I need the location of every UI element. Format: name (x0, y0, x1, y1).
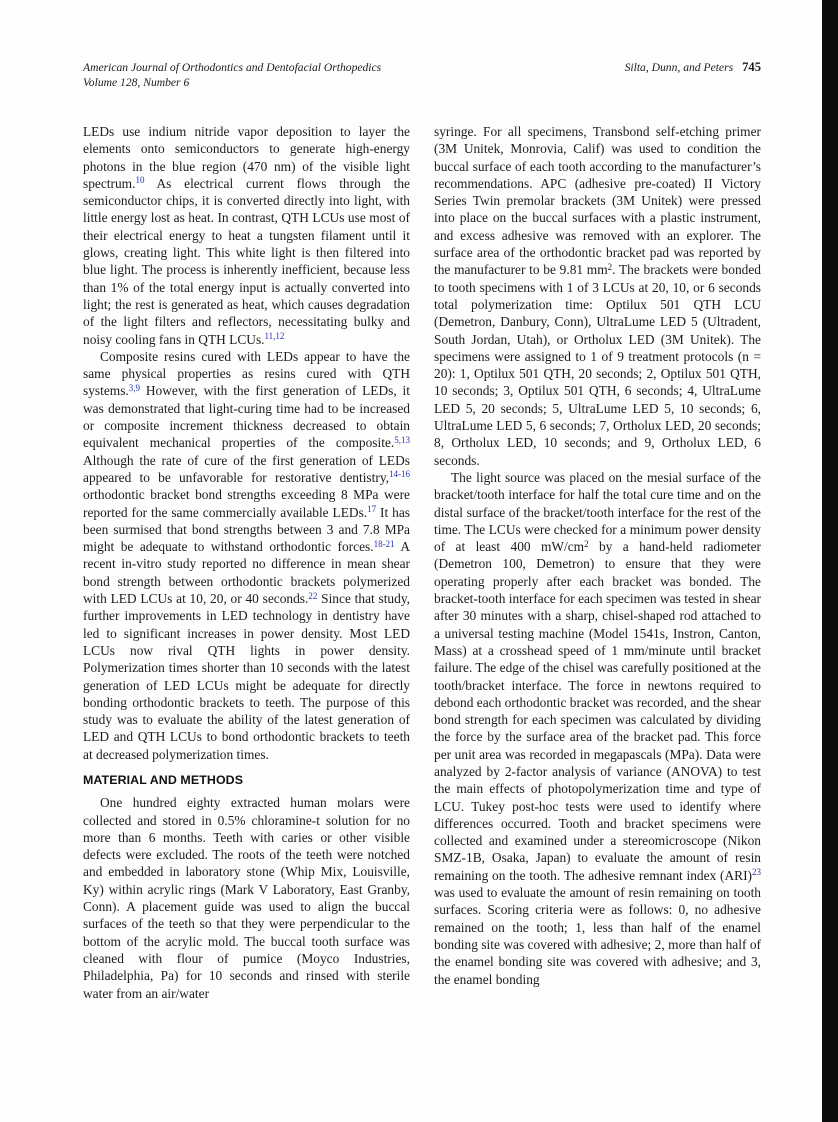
section-heading: MATERIAL AND METHODS (83, 772, 244, 787)
journal-title: American Journal of Orthodontics and Dentofacial Orthopedics (83, 61, 382, 74)
reference-superscript: 5,13 (394, 434, 410, 445)
text-run: orthodontic bracket bond strengths exceeding 8 MPa were reported for the same commercially available LEDs. (83, 487, 410, 520)
paragraph (434, 469, 761, 988)
right-column (434, 123, 761, 1002)
reference-superscript: 3,9 (128, 382, 141, 393)
paragraph (83, 348, 410, 763)
volume-issue: Volume 128, Number 6 (83, 76, 190, 89)
paragraph (83, 794, 410, 1002)
text-run: syringe. For all specimens, Transbond self-etching primer (3M Unitek, Monrovia, Calif) was used to condition the buccal surface of each tooth according to the manufacturer’s recommendations. APC (adhesive pre-coated) II Victory Series Twin premolar brackets (3M Unitek) were pressed into place on the buccal surfaces with a plastic instrument, and excess adhesive was removed with an explorer. The surface area of the orthodontic bracket pad was reported by the manufacturer to be 9.81 mm (434, 124, 761, 278)
page-header (83, 60, 761, 90)
text-run: As electrical current flows through the semiconductor chips, it is converted directly into light, with little energy lost as heat. In contrast, QTH LCUs use most of their electrical energy to heat a tungsten filament until it glows, creating light. This white light is then filtered into blue light. The process is inherently inefficient, because less than 1% of the total energy input is actually converted into light; the rest is generated as heat, which causes degradation of the light filters and reflectors, necessitating bulky and noisy cooling fans in QTH LCUs. (83, 175, 410, 347)
text-run: Since that study, further improvements in LED technology in dentistry have led to significant increases in power density. Most LED LCUs now rival QTH lights in power density. Polymerization times shorter than 10 seconds with the latest generation of LED LCUs might be adequate for directly bonding orthodontic brackets to teeth. The purpose of this study was to evaluate the ability of the latest generation of LED and QTH LCUs to bond orthodontic brackets to teeth at decreased polymerization times. (83, 591, 410, 762)
text-run: However, with the first generation of LEDs, it was demonstrated that light-curing time had to be increased or composite increment thickness decreased to obtain equivalent mechanical properties of the composite. (83, 383, 410, 451)
journal-citation (83, 60, 381, 90)
left-column (83, 123, 410, 1002)
text-run: was used to evaluate the amount of resin remaining on tooth surfaces. Scoring criteria were as follows: 0, no adhesive remained on the tooth; 1, less than half of the enamel bonding site was covered with adhesive; 2, more than half of the enamel bonding site was covered with adhesive; and 3, the enamel bonding (434, 885, 761, 987)
text-run: . The brackets were bonded to tooth specimens with 1 of 3 LCUs at 20, 10, or 6 seconds total polymerization time: Optilux 501 QTH LCU (Demetron, Danbury, Conn), UltraLume LED 5 (Ultradent, South Jordan, Utah), or Ortholux LED (3M Unitek). The specimens were assigned to 1 of 9 treatment protocols (n = 20): 1, Optilux 501 QTH, 20 seconds; 2, Optilux 501 QTH, 10 seconds; 3, Optilux 501 QTH, 6 seconds; 4, UltraLume LED 5, 20 seconds; 5, UltraLume LED 5, 10 seconds; 6, UltraLume LED 5, 6 seconds; 7, Ortholux LED, 20 seconds; 8, Ortholux LED, 10 seconds; and 9, Ortholux LED, 6 seconds. (434, 262, 761, 468)
page-number: 745 (742, 60, 761, 74)
exponent-superscript: 2 (584, 538, 589, 549)
text-run: LEDs use indium nitride vapor deposition to layer the elements onto semiconductors to generate high-energy photons in the blue region (470 nm) of the visible light spectrum. (83, 124, 410, 191)
text-run: The light source was placed on the mesial surface of the bracket/tooth interface for half the total cure time and on the distal surface of the bracket/tooth interface for the rest of the time. The LCUs were checked for a minimum power density of at least 400 mW/cm (434, 469, 761, 555)
text-run: One hundred eighty extracted human molars were collected and stored in 0.5% chloramine-t solution for no more than 6 months. Teeth with caries or other visible defects were excluded. The roots of the teeth were notched and embedded in laboratory stone (Whip Mix, Louisville, Ky) within acrylic rings (Mark V Laboratory, East Granby, Conn). A placement guide was used to align the buccal surfaces of the teeth so that they were perpendicular to the bottom of the acrylic mold. The buccal tooth surface was cleaned with flour of pumice (Moyco Industries, Philadelphia, Pa) for 10 seconds and rinsed with sterile water from an air/water (83, 795, 410, 1001)
paragraph (434, 123, 761, 469)
text-run: It has been surmised that bond strengths between 3 and 7.8 MPa might be adequate to withstand orthodontic forces. (83, 504, 410, 555)
exponent-superscript: 2 (607, 261, 613, 272)
reference-superscript: 18-21 (373, 538, 395, 549)
running-head-authors: Silta, Dunn, and Peters (624, 61, 734, 74)
reference-superscript: 14-16 (389, 469, 410, 480)
reference-superscript: 17 (367, 504, 377, 515)
running-head (625, 60, 761, 75)
reference-superscript: 23 (752, 867, 761, 878)
reference-superscript: 22 (308, 590, 318, 601)
scan-edge-bar (822, 0, 838, 1122)
paragraph (83, 123, 410, 348)
text-run: A recent in-vitro study reported no difference in mean shear bond strength between orthodontic brackets polymerized with LED LCUs at 10, 20, or 40 seconds. (83, 539, 410, 607)
text-run: Although the rate of cure of the first generation of LEDs appeared to be unfavorable for restorative dentistry, (83, 452, 410, 485)
text-run: Composite resins cured with LEDs appear to have the same physical properties as resins cured with QTH systems. (83, 348, 410, 399)
reference-superscript: 11,12 (264, 331, 285, 342)
article-body (83, 123, 761, 1002)
text-run: by a hand-held radiometer (Demetron 100, Demetron) to ensure that they were operating properly after each bracket was bonded. The bracket-tooth interface for each specimen was tested in shear after 30 minutes with a sharp, chisel-shaped rod attached to a universal testing machine (Model 1541s, Instron, Canton, Mass) at a crosshead speed of 1 mm/minute until bracket failure. The edge of the chisel was carefully positioned at the tooth/bracket interface. The force in newtons required to debond each orthodontic bracket was recorded, and the shear bond strength for each specimen was calculated by dividing the force by the surface area of the bracket pad. This force per unit area was recorded in megapascals (MPa). Data were analyzed by 2-factor analysis of variance (ANOVA) to test the main effects of photopolymerization time and type of LCU. Tukey post-hoc tests were used to identify where differences occurred. Tooth and bracket specimens were collected and examined under a stereomicroscope (Nikon SMZ-1B, Osaka, Japan) to evaluate the amount of resin remaining on the tooth. The adhesive remnant index (ARI) (434, 539, 762, 883)
reference-superscript: 10 (135, 175, 145, 186)
